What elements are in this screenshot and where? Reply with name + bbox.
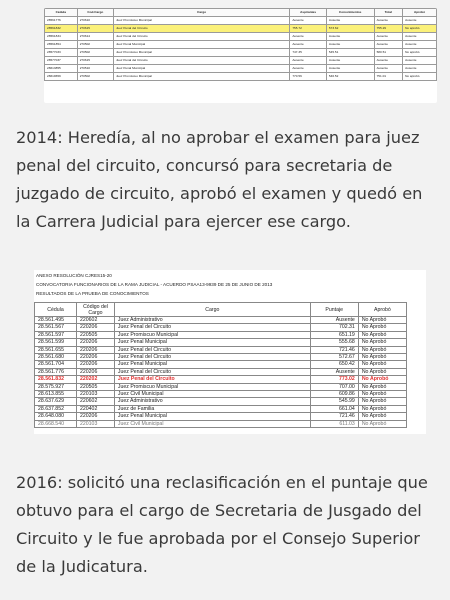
bottom-table-row bbox=[35, 368, 407, 375]
top-table-cell: 28561834 bbox=[45, 33, 78, 41]
bottom-table-header: Aprobó bbox=[358, 303, 406, 317]
top-table-cell: Ausente bbox=[374, 41, 403, 49]
bottom-table-cell: 28.561.776 bbox=[35, 368, 77, 375]
bottom-table-cell: 220206 bbox=[77, 339, 115, 346]
top-table-cell: 270502 bbox=[77, 41, 113, 49]
bottom-table-row bbox=[35, 391, 407, 398]
bottom-table-cell: Juez Penal del Circuito bbox=[114, 346, 310, 353]
bottom-table-cell: No Aprobó bbox=[358, 383, 406, 390]
top-table-cell: Ausente bbox=[326, 17, 374, 25]
top-table-header: Conocimientos bbox=[326, 9, 374, 17]
bottom-table-cell: 220505 bbox=[77, 331, 115, 338]
bottom-table-cell: No Aprobó bbox=[358, 339, 406, 346]
bottom-table-row bbox=[35, 383, 407, 390]
top-table-cell: 770.56 bbox=[290, 73, 327, 81]
bottom-document-image bbox=[34, 270, 426, 434]
top-table-cell: Ausente bbox=[290, 33, 327, 41]
bottom-table-cell: Juez Penal del Circuito bbox=[114, 324, 310, 331]
bottom-table-cell: 28.561.832 bbox=[35, 376, 77, 383]
top-table-cell: No aprobó bbox=[403, 25, 437, 33]
top-table-cell: 28561832 bbox=[45, 25, 78, 33]
top-table-cell: 573.62 bbox=[326, 25, 374, 33]
bottom-table-header: Código del Cargo bbox=[77, 303, 115, 317]
bottom-table-cell: Juez Penal Municipal bbox=[114, 413, 310, 420]
bottom-table-cell: No Aprobó bbox=[358, 391, 406, 398]
bottom-table-cell: 28.648.080 bbox=[35, 413, 77, 420]
bottom-table-row bbox=[35, 361, 407, 368]
bottom-table-row bbox=[35, 346, 407, 353]
top-table-cell: Juez Penal Municipal bbox=[113, 41, 289, 49]
bottom-table-cell: No Aprobó bbox=[358, 346, 406, 353]
bottom-table-cell: 28.561.495 bbox=[35, 317, 77, 324]
top-document-image bbox=[44, 8, 437, 103]
top-table-cell: Ausente bbox=[403, 57, 437, 65]
bottom-table-cell: 28.561.704 bbox=[35, 361, 77, 368]
bottom-table-cell: No Aprobó bbox=[358, 405, 406, 412]
bottom-table-cell: No Aprobó bbox=[358, 376, 406, 383]
bottom-table-cell: Juez Penal del Circuito bbox=[114, 368, 310, 375]
top-table-cell: 270610 bbox=[77, 17, 113, 25]
top-table-cell: 270615 bbox=[77, 25, 113, 33]
bottom-table-cell: Juez Civil Municipal bbox=[114, 420, 310, 427]
bottom-table-cell: No Aprobó bbox=[358, 324, 406, 331]
top-table-cell: 28561854 bbox=[45, 41, 78, 49]
bottom-table-row bbox=[35, 420, 407, 427]
bottom-table-cell: 220206 bbox=[77, 368, 115, 375]
top-table-cell: Ausente bbox=[403, 17, 437, 25]
bottom-table-cell: No Aprobó bbox=[358, 361, 406, 368]
bottom-table-cell: 220103 bbox=[77, 420, 115, 427]
top-table-cell: Ausente bbox=[290, 17, 327, 25]
bottom-table-cell: 220206 bbox=[77, 346, 115, 353]
bottom-table-row bbox=[35, 324, 407, 331]
top-table-cell: Ausente bbox=[403, 33, 437, 41]
bottom-table-cell: 28.561.680 bbox=[35, 354, 77, 361]
top-table-row bbox=[45, 57, 437, 65]
top-table-cell: Ausente bbox=[326, 57, 374, 65]
top-table-cell: Ausente bbox=[326, 41, 374, 49]
bottom-table-cell: No Aprobó bbox=[358, 368, 406, 375]
bottom-table-cell: 28.561.599 bbox=[35, 339, 77, 346]
bottom-table-cell: 28.637.852 bbox=[35, 405, 77, 412]
bottom-table-cell: 220206 bbox=[77, 354, 115, 361]
top-table-header-row bbox=[45, 9, 437, 17]
top-table-cell: Ausente bbox=[374, 33, 403, 41]
top-table-cell: Ausente bbox=[290, 65, 327, 73]
paragraph-2016: 2016: solicitó una reclasificación en el puntaje que obtuvo para el cargo de Secretaria de Jusgado del Circuito y le fue aprobada por el Consejo Superior de la Judicatura. bbox=[16, 473, 428, 576]
top-table-cell: Ausente bbox=[326, 33, 374, 41]
bottom-table-cell: No Aprobó bbox=[358, 413, 406, 420]
bottom-table-row bbox=[35, 376, 407, 383]
bottom-table-cell: 220505 bbox=[77, 383, 115, 390]
top-table-row bbox=[45, 41, 437, 49]
top-table-header: Aprobó bbox=[403, 9, 437, 17]
top-table-cell: 580.51 bbox=[374, 49, 403, 57]
top-table-header: Cédula bbox=[45, 9, 78, 17]
top-table-cell: No aprobó bbox=[403, 49, 437, 57]
top-table-cell: 28561776 bbox=[45, 17, 78, 25]
bottom-table-cell: 572.67 bbox=[310, 354, 358, 361]
bottom-table-cell: No Aprobó bbox=[358, 420, 406, 427]
bottom-table-cell: 220402 bbox=[77, 405, 115, 412]
bottom-table-row bbox=[35, 398, 407, 405]
bottom-table-row bbox=[35, 405, 407, 412]
bottom-table-cell: 28.561.655 bbox=[35, 346, 77, 353]
bottom-table-cell: Juez Penal Municipal bbox=[114, 339, 310, 346]
paragraph-2014: 2014: Heredía, al no aprobar el examen para juez penal del circuito, concursó para secretaria de juzgado de circuito, aprobó el examen y quedó en la Carrera Judicial para ejercer ese cargo. bbox=[16, 128, 423, 231]
bottom-table-cell: 721.46 bbox=[310, 346, 358, 353]
top-table-cell: 270510 bbox=[77, 65, 113, 73]
bottom-table-cell: No Aprobó bbox=[358, 331, 406, 338]
top-table-cell: Juez Penal del Circuito bbox=[113, 33, 289, 41]
top-table-cell: 755.29 bbox=[374, 25, 403, 33]
bottom-table-header: Cédula bbox=[35, 303, 77, 317]
bottom-table-cell: Juez Penal del Circuito bbox=[114, 376, 310, 383]
bottom-table-cell: 220206 bbox=[77, 361, 115, 368]
bottom-table-cell: Juez Promiscuo Municipal bbox=[114, 383, 310, 390]
top-table-row bbox=[45, 25, 437, 33]
top-table-cell: Ausente bbox=[403, 65, 437, 73]
top-table-cell: Ausente bbox=[290, 41, 327, 49]
top-table-header: Cod.Cargo bbox=[77, 9, 113, 17]
top-table-cell: 28577033 bbox=[45, 49, 78, 57]
bottom-table-cell: 651.19 bbox=[310, 331, 358, 338]
bottom-table-cell: 28.575.927 bbox=[35, 383, 77, 390]
bottom-table-row bbox=[35, 413, 407, 420]
bottom-table-cell: 555.68 bbox=[310, 339, 358, 346]
top-table-cell: Ausente bbox=[403, 41, 437, 49]
bottom-table-cell: Ausente bbox=[310, 317, 358, 324]
bottom-table-cell: 220202 bbox=[77, 376, 115, 383]
top-table-cell: Juez Penal del Circuito bbox=[113, 57, 289, 65]
top-table-cell: Juez Penal Municipal bbox=[113, 65, 289, 73]
top-table-cell: 751.01 bbox=[374, 73, 403, 81]
bottom-results-table bbox=[34, 302, 407, 428]
top-table-cell: 270615 bbox=[77, 57, 113, 65]
bottom-table-cell: 220206 bbox=[77, 413, 115, 420]
bottom-table-cell: No Aprobó bbox=[358, 354, 406, 361]
top-table-cell: 755.72 bbox=[290, 25, 327, 33]
top-table-row bbox=[45, 65, 437, 73]
bottom-table-cell: Ausente bbox=[310, 368, 358, 375]
top-table-cell: 270614 bbox=[77, 33, 113, 41]
bottom-table-cell: 773.02 bbox=[310, 376, 358, 383]
bottom-table-row bbox=[35, 317, 407, 324]
top-table-row bbox=[45, 73, 437, 81]
top-table-cell: 747.35 bbox=[290, 49, 327, 57]
top-table-cell: Ausente bbox=[290, 57, 327, 65]
top-table-cell: 546.52 bbox=[326, 73, 374, 81]
bottom-table-cell: 609.86 bbox=[310, 391, 358, 398]
bottom-table-row bbox=[35, 339, 407, 346]
bottom-table-cell: Juez Civil Municipal bbox=[114, 391, 310, 398]
top-table-header: Total bbox=[374, 9, 403, 17]
bottom-table-cell: 220103 bbox=[77, 391, 115, 398]
top-table-row bbox=[45, 33, 437, 41]
top-table-cell: Ausente bbox=[326, 65, 374, 73]
convocatoria-heading: CONVOCATORIA FUNCIONARIOS DE LA RAMA JUDICIAL - ACUERDO PSAA13-9939 DE 25 DE JUNIO DE 2013 bbox=[36, 282, 273, 287]
results-heading: RESULTADOS DE LA PRUEBA DE CONOCIMIENTOS bbox=[36, 291, 149, 296]
bottom-table-cell: 220602 bbox=[77, 398, 115, 405]
top-table-cell: 270502 bbox=[77, 49, 113, 57]
bottom-table-cell: 220602 bbox=[77, 317, 115, 324]
bottom-table-cell: 28.561.597 bbox=[35, 331, 77, 338]
top-table-cell: Juez Promiscuo Municipal bbox=[113, 73, 289, 81]
top-table-cell: No aprobó bbox=[403, 73, 437, 81]
top-results-table bbox=[44, 8, 437, 81]
top-table-row bbox=[45, 17, 437, 25]
top-table-cell: 28613855 bbox=[45, 65, 78, 73]
bottom-table-cell: Juez Penal Municipal bbox=[114, 361, 310, 368]
bottom-table-cell: 611.03 bbox=[310, 420, 358, 427]
top-table-cell: Ausente bbox=[374, 65, 403, 73]
top-table-cell: 28577037 bbox=[45, 57, 78, 65]
bottom-table-cell: 707.00 bbox=[310, 383, 358, 390]
top-table-cell: 270502 bbox=[77, 73, 113, 81]
bottom-table-cell: 28.668.540 bbox=[35, 420, 77, 427]
bottom-table-cell: Juez Administrativo bbox=[114, 398, 310, 405]
top-table-cell: Juez Penal del Circuito bbox=[113, 25, 289, 33]
bottom-table-cell: 545.99 bbox=[310, 398, 358, 405]
top-table-cell: Ausente bbox=[374, 57, 403, 65]
bottom-table-cell: 28.561.567 bbox=[35, 324, 77, 331]
bottom-table-cell: Juez Administrativo bbox=[114, 317, 310, 324]
bottom-table-cell: No Aprobó bbox=[358, 317, 406, 324]
bottom-table-cell: Juez Penal del Circuito bbox=[114, 354, 310, 361]
top-table-cell: 545.51 bbox=[326, 49, 374, 57]
bottom-table-cell: 721.46 bbox=[310, 413, 358, 420]
top-table-cell: Ausente bbox=[374, 17, 403, 25]
bottom-table-header-row bbox=[35, 303, 407, 317]
bottom-table-cell: 650.42 bbox=[310, 361, 358, 368]
bottom-table-header: Cargo bbox=[114, 303, 310, 317]
top-table-cell: 28619659 bbox=[45, 73, 78, 81]
top-table-header: Aspirantes bbox=[290, 9, 327, 17]
bottom-table-header: Puntaje bbox=[310, 303, 358, 317]
top-table-cell: Juez Promiscuo Municipal bbox=[113, 49, 289, 57]
bottom-table-cell: No Aprobó bbox=[358, 398, 406, 405]
bottom-table-cell: 28.613.855 bbox=[35, 391, 77, 398]
bottom-table-cell: 28.637.629 bbox=[35, 398, 77, 405]
bottom-table-cell: 661.04 bbox=[310, 405, 358, 412]
top-table-header: Cargo bbox=[113, 9, 289, 17]
bottom-table-row bbox=[35, 354, 407, 361]
top-table-row bbox=[45, 49, 437, 57]
bottom-table-cell: Juez de Familia bbox=[114, 405, 310, 412]
bottom-table-cell: 220206 bbox=[77, 324, 115, 331]
bottom-table-row bbox=[35, 331, 407, 338]
annex-heading: ANEXO RESOLUCIÓN CJRES15-20 bbox=[36, 273, 112, 278]
bottom-table-cell: 702.31 bbox=[310, 324, 358, 331]
top-table-cell: Juez Promiscuo Municipal bbox=[113, 17, 289, 25]
bottom-table-cell: Juez Promiscuo Municipal bbox=[114, 331, 310, 338]
